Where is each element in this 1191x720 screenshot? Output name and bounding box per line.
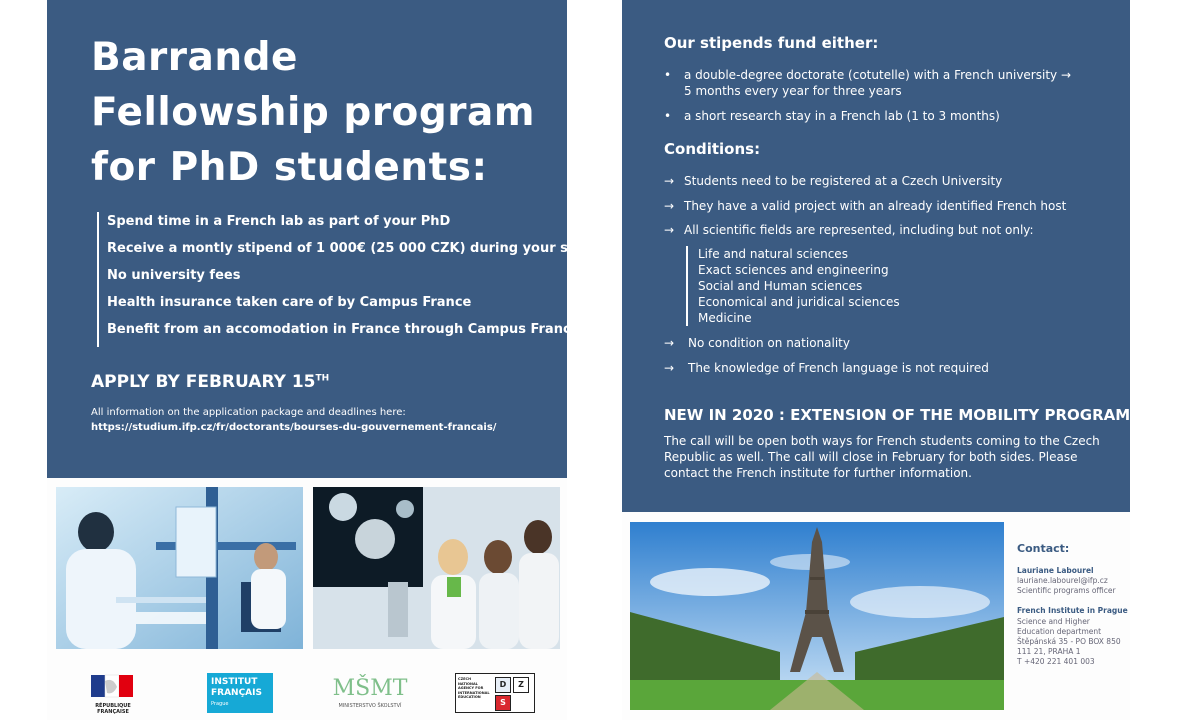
stipend-item xyxy=(664,67,1110,83)
info-text: All information on the application package and deadlines here: xyxy=(91,407,406,418)
condition-text: All scientific fields are represented, including but not only: xyxy=(684,223,1034,237)
field-item: Economical and juridical sciences xyxy=(698,295,900,309)
title-line: for PhD students: xyxy=(91,145,488,190)
eiffel-tower-illustration xyxy=(630,522,1004,710)
contact-name: Lauriane Labourel xyxy=(1017,566,1094,575)
conditions-heading: Conditions: xyxy=(664,140,761,158)
condition-text: They have a valid project with an already identified French host xyxy=(684,199,1067,213)
left-flyer-page xyxy=(47,0,591,720)
institut-line2: FRANÇAIS xyxy=(211,688,262,698)
arrow-right-icon: → xyxy=(664,199,675,213)
institut-line1: INSTITUT xyxy=(211,677,258,687)
condition-text: Students need to be registered at a Czech University xyxy=(684,174,1003,188)
new-2020-body: The call will be open both ways for French students coming to the Czech Republic as well. The call will close in February for both sides. Please contact the French institute for further information. xyxy=(664,434,1100,480)
dzs-letter-s: S xyxy=(495,695,511,711)
stipend-item xyxy=(664,108,1110,124)
new-2020-heading: NEW IN 2020 : EXTENSION OF THE MOBILITY PROGRAM xyxy=(664,406,1131,424)
condition-item xyxy=(664,198,1110,214)
condition-item xyxy=(664,222,1110,238)
republique-francaise-logo xyxy=(83,673,143,713)
apply-deadline xyxy=(91,372,329,392)
condition-item xyxy=(664,335,1110,351)
lab-photo-scientists xyxy=(313,487,560,649)
condition-text: No condition on nationality xyxy=(688,336,850,350)
arrow-right-icon: → xyxy=(664,174,675,188)
bullet-icon: • xyxy=(664,68,672,82)
dzs-text: CZECH NATIONAL AGENCY FOR INTERNATIONAL EDUCATION xyxy=(458,677,490,699)
contact-dept-line1: Science and Higher xyxy=(1017,617,1090,626)
benefit-item: No university fees xyxy=(107,268,241,283)
info-link[interactable]: https://studium.ifp.cz/fr/doctorants/bourses-du-gouvernement-francais/ xyxy=(91,422,497,433)
field-item: Medicine xyxy=(698,311,752,325)
program-title xyxy=(91,30,535,195)
eiffel-tower-photo xyxy=(630,522,1004,710)
contact-address: Štěpánská 35 - PO BOX 850 xyxy=(1017,637,1121,646)
benefit-item: Benefit from an accomodation in France through Campus France xyxy=(107,322,580,337)
benefit-item: Spend time in a French lab as part of your PhD xyxy=(107,214,451,229)
field-item: Life and natural sciences xyxy=(698,247,848,261)
institut-city: Prague xyxy=(211,701,229,707)
msmt-logo xyxy=(332,673,408,713)
lab-photo-researcher xyxy=(56,487,303,649)
benefit-item: Receive a montly stipend of 1 000€ (25 000 CZK) during your stay xyxy=(107,241,591,256)
benefit-item: Health insurance taken care of by Campus France xyxy=(107,295,472,310)
msmt-icon xyxy=(332,673,408,701)
contact-heading: Contact: xyxy=(1017,542,1070,555)
dzs-letter-z: Z xyxy=(513,677,529,693)
left-blue-panel xyxy=(47,0,591,478)
condition-item xyxy=(664,173,1110,189)
stipend-text: a double-degree doctorate (cotutelle) with a French university → xyxy=(684,68,1071,82)
scientific-fields-list xyxy=(686,246,900,326)
condition-item xyxy=(664,360,1110,376)
right-blue-panel xyxy=(622,0,1130,512)
bullet-icon: • xyxy=(664,109,672,123)
title-line: Fellowship program xyxy=(91,90,535,135)
contact-phone: T +420 221 401 003 xyxy=(1017,657,1095,666)
contact-role: Scientific programs officer xyxy=(1017,586,1116,595)
title-line: Barrande xyxy=(91,35,298,80)
republique-label: RÉPUBLIQUE FRANÇAISE xyxy=(95,703,131,715)
lab-photo-1-illustration xyxy=(56,487,303,649)
apply-text: APPLY BY FEBRUARY 15 xyxy=(91,372,316,392)
arrow-right-icon: → xyxy=(664,223,675,237)
benefits-list xyxy=(97,212,591,347)
dzs-logo xyxy=(455,673,535,713)
contact-dept-line2: Education department xyxy=(1017,627,1102,636)
arrow-right-icon: → xyxy=(664,336,675,350)
field-item: Social and Human sciences xyxy=(698,279,863,293)
arrow-right-icon: → xyxy=(664,361,675,375)
field-item: Exact sciences and engineering xyxy=(698,263,889,277)
lab-photo-2-illustration xyxy=(313,487,560,649)
dzs-letter-d: D xyxy=(495,677,511,693)
contact-org: French Institute in Prague xyxy=(1017,606,1128,615)
right-flyer-page xyxy=(622,0,1130,720)
msmt-label: MINISTERSTVO ŠKOLSTVÍ xyxy=(338,703,402,709)
contact-email[interactable]: lauriane.labourel@ifp.cz xyxy=(1017,576,1108,585)
stipends-heading: Our stipends fund either: xyxy=(664,34,879,52)
condition-text: The knowledge of French language is not required xyxy=(688,361,989,375)
stipend-text: a short research stay in a French lab (1 to 3 months) xyxy=(684,109,1000,123)
stipend-item-cont: 5 months every year for three years xyxy=(684,84,902,98)
institut-francais-logo xyxy=(207,673,273,713)
svg-text:MŠMT: MŠMT xyxy=(332,676,408,701)
contact-city: 111 21, PRAHA 1 xyxy=(1017,647,1081,656)
apply-suffix: TH xyxy=(315,373,330,384)
